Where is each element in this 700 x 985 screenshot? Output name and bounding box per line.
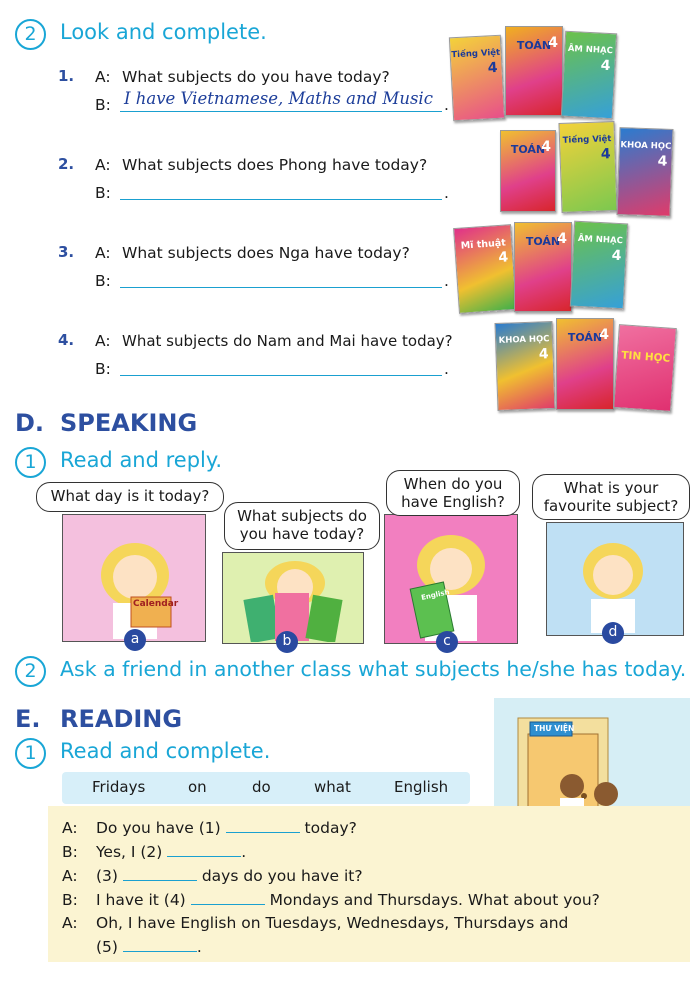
blank-1[interactable]	[226, 818, 300, 833]
book-tieng-viet: Tiếng Việt 4	[449, 35, 505, 122]
word-bank-item: English	[394, 778, 449, 796]
panel-letter-d: d	[602, 622, 624, 644]
speech-bubble: What subjects do you have today?	[224, 502, 380, 550]
speaker-b-label: B:	[95, 184, 111, 202]
dialogue-text: (5)	[96, 938, 118, 956]
speaker-a-label: A:	[95, 332, 111, 350]
dialogue-text: Mondays and Thursdays. What about you?	[269, 891, 600, 909]
dialogue-line	[62, 914, 568, 932]
book-toan: TOÁN 4	[505, 26, 563, 116]
blank-5[interactable]	[123, 937, 197, 952]
question-number: 3.	[58, 243, 75, 261]
dialogue-text: Do you have (1)	[96, 819, 221, 837]
book-am-nhac: ÂM NHẠC 4	[570, 221, 628, 310]
speaker-label: A:	[62, 867, 78, 885]
library-sign: THƯ VIỆN	[534, 724, 575, 733]
question-number: 4.	[58, 331, 75, 349]
book-tin-hoc: TIN HỌC	[613, 324, 677, 412]
speech-bubble: What day is it today?	[36, 482, 224, 512]
dialogue-text: today?	[304, 819, 357, 837]
blank-3[interactable]	[123, 866, 197, 881]
word-bank-item: Fridays	[92, 778, 146, 796]
picture-panel-b	[222, 552, 364, 644]
answer-line[interactable]	[120, 199, 442, 200]
picture-panel-a	[62, 514, 206, 642]
question-number: 2.	[58, 155, 75, 173]
handwritten-answer: I have Vietnamese, Maths and Music	[124, 89, 433, 108]
dialogue-text: (3)	[96, 867, 118, 885]
activity-title: Read and complete.	[60, 739, 271, 763]
dialogue-line	[62, 866, 363, 885]
speaker-b-label: B:	[95, 96, 111, 114]
speech-bubble: When do you have English?	[386, 470, 520, 516]
activity-title: Ask a friend in another class what subjects he/she has today.	[60, 657, 687, 681]
speaker-label: B:	[62, 891, 78, 909]
activity-number-circle: 2	[15, 656, 46, 687]
speaker-b-label: B:	[95, 272, 111, 290]
book-toan: TOÁN 4	[514, 222, 572, 312]
word-bank-item: what	[314, 778, 351, 796]
book-toan: TOÁN 4	[500, 130, 556, 212]
dialogue-text: I have it (4)	[96, 891, 186, 909]
dialogue-text: days do you have it?	[201, 867, 363, 885]
word-bank-item: do	[252, 778, 271, 796]
dialogue-line	[62, 818, 357, 837]
book-mi-thuat: Mĩ thuật 4	[453, 224, 517, 314]
question-number: 1.	[58, 67, 75, 85]
panel-letter-c: c	[436, 631, 458, 653]
book-tieng-viet: Tiếng Việt 4	[558, 121, 617, 213]
section-letter: D.	[15, 409, 45, 437]
question-text: What subjects does Nga have today?	[122, 244, 410, 262]
dialogue-text: Yes, I (2)	[96, 843, 163, 861]
activity-number-circle: 1	[15, 738, 46, 769]
book-toan: TOÁN 4	[556, 318, 614, 410]
speaker-label: A:	[62, 819, 78, 837]
answer-line[interactable]	[120, 375, 442, 376]
panel-letter-a: a	[124, 629, 146, 651]
dialogue-text: Oh, I have English on Tuesdays, Wednesdays, Thursdays and	[96, 914, 569, 932]
speech-bubble: What is your favourite subject?	[532, 474, 690, 520]
calendar-label: Calendar	[133, 599, 179, 609]
blank-4[interactable]	[191, 890, 265, 905]
section-heading: SPEAKING	[60, 409, 198, 437]
speaker-a-label: A:	[95, 244, 111, 262]
activity-number-circle: 1	[15, 447, 46, 478]
dialogue-line	[62, 890, 600, 909]
answer-line[interactable]	[120, 111, 442, 112]
question-text: What subjects do Nam and Mai have today?	[122, 332, 453, 350]
answer-period: .	[444, 96, 449, 114]
dialogue-line	[62, 937, 202, 956]
book-label: English	[420, 588, 451, 602]
speaker-label: A:	[62, 914, 78, 932]
answer-period: .	[444, 360, 449, 378]
activity-title: Look and complete.	[60, 20, 267, 44]
question-text: What subjects does Phong have today?	[122, 156, 428, 174]
activity-title: Read and reply.	[60, 448, 222, 472]
picture-panel-c	[384, 514, 518, 644]
section-heading: READING	[60, 705, 183, 733]
book-khoa-hoc: KHOA HỌC 4	[616, 127, 673, 217]
speaker-b-label: B:	[95, 360, 111, 378]
book-khoa-hoc: KHOA HỌC 4	[494, 321, 555, 411]
picture-panel-d	[546, 522, 684, 636]
panel-letter-b: b	[276, 631, 298, 653]
dialogue-text: .	[196, 938, 202, 956]
dialogue-line	[62, 842, 246, 861]
word-bank	[62, 772, 470, 804]
blank-2[interactable]	[167, 842, 241, 857]
speaker-label: B:	[62, 843, 78, 861]
speaker-a-label: A:	[95, 156, 111, 174]
dialogue-text: .	[241, 843, 247, 861]
speaker-a-label: A:	[95, 68, 111, 86]
section-letter: E.	[15, 705, 41, 733]
answer-period: .	[444, 184, 449, 202]
book-am-nhac: ÂM NHẠC 4	[561, 31, 617, 120]
answer-period: .	[444, 272, 449, 290]
activity-number-circle: 2	[15, 19, 46, 50]
question-text: What subjects do you have today?	[122, 68, 390, 86]
word-bank-item: on	[188, 778, 207, 796]
answer-line[interactable]	[120, 287, 442, 288]
